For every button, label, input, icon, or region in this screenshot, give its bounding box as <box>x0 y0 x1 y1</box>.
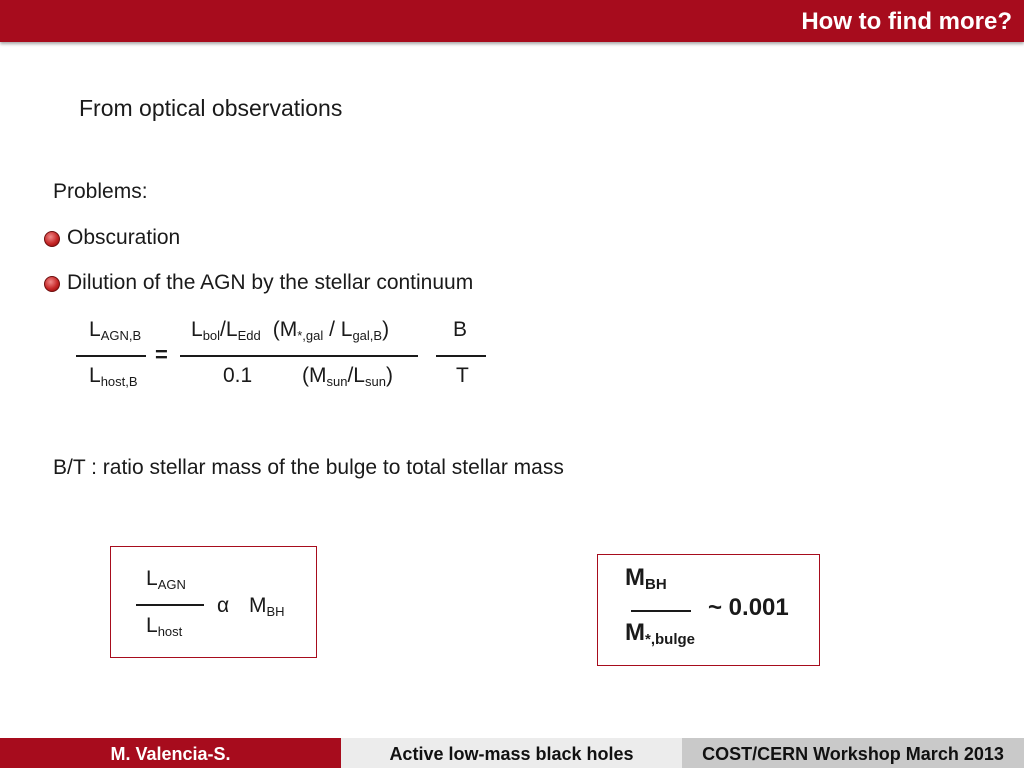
bullet-icon <box>44 276 60 292</box>
footer-talk-title: Active low-mass black holes <box>341 738 682 768</box>
eq1-denominator-constant: 0.1 <box>223 364 253 387</box>
box1-numerator: $L_{AGN}$ <box>146 567 186 592</box>
eq1-bt-fraction-bar <box>436 355 486 357</box>
eq1-lhs-numerator: $L_{AGN,B}$ <box>89 318 142 343</box>
box2-numerator: $M_{BH}$ <box>625 564 667 593</box>
problem-item-dilution: Dilution of the AGN by the stellar continuum <box>67 271 474 294</box>
eq1-main-fraction-bar <box>180 355 418 357</box>
eq1-lhs-fraction-bar <box>76 355 146 357</box>
box1-proportional-symbol: α <box>217 594 230 617</box>
header-bar <box>0 0 1024 42</box>
footer-event: COST/CERN Workshop March 2013 <box>682 738 1024 768</box>
footer-bar <box>0 738 1024 768</box>
bullet-icon <box>44 231 60 247</box>
eq1-lhs-denominator: $L_{host,B}$ <box>89 364 138 389</box>
box2-fraction-bar <box>631 610 691 612</box>
box1-denominator: $L_{host}$ <box>146 614 183 639</box>
box2-denominator: $M_{*,bulge}$ <box>625 619 696 648</box>
slide-title: How to find more? <box>801 8 1012 35</box>
proportionality-box <box>110 546 317 658</box>
slide-subtitle: From optical observations <box>79 95 343 121</box>
bt-definition: B/T : ratio stellar mass of the bulge to total stellar mass <box>53 456 564 479</box>
eq1-numerator: $L_{bol}/L_{Edd}$ $(M_{*,gal} / L_{gal,B})$ <box>191 318 390 343</box>
eq1-denominator-mass-ratio: $(M_{sun}/L_{sun})$ <box>302 364 393 389</box>
box1-fraction-bar <box>136 604 204 606</box>
eq1-bt-denominator: T <box>456 364 469 387</box>
eq1-bt-numerator: B <box>453 318 468 341</box>
eq1-equals: = <box>155 342 168 367</box>
problems-heading: Problems: <box>53 180 148 203</box>
problem-item-obscuration: Obscuration <box>67 226 181 249</box>
box1-rhs: $M_{BH}$ <box>249 594 285 619</box>
box2-approx-value: ~ 0.001 <box>708 594 789 621</box>
footer-author: M. Valencia-S. <box>0 738 341 768</box>
